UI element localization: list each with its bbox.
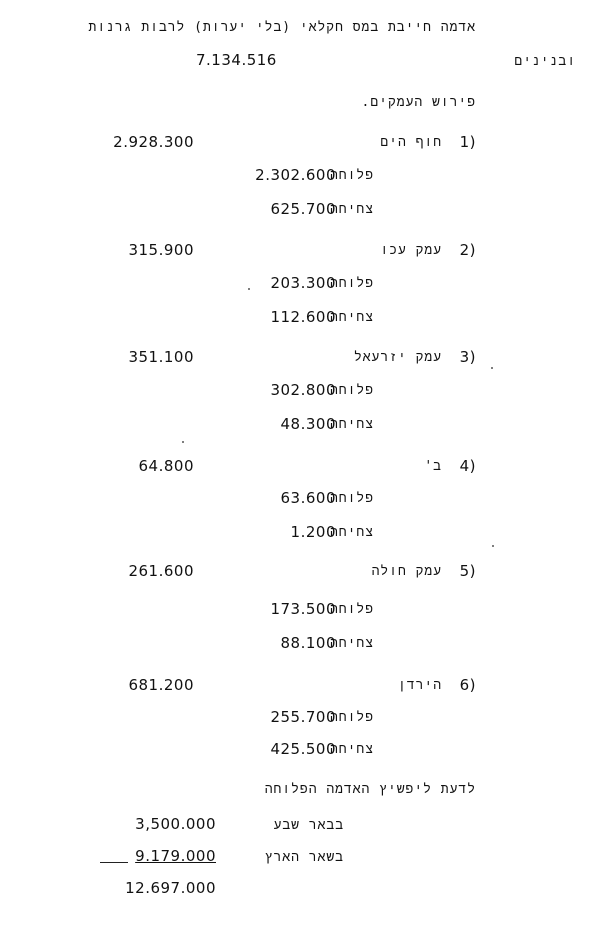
underline-rule bbox=[100, 862, 128, 863]
item-label: פלוחה bbox=[329, 491, 374, 506]
region-total: 2.928.300 bbox=[113, 133, 194, 151]
region-total: 64.800 bbox=[138, 457, 194, 475]
item-value: 112.600 bbox=[270, 308, 336, 326]
item-value: 625.700 bbox=[270, 200, 336, 218]
document-title-line1: אדמה חייבת במס חקלאי (בלי יערות) לרבות גרנות bbox=[88, 20, 476, 35]
region-name: עמק עכו bbox=[380, 243, 442, 258]
item-value: 88.100 bbox=[280, 634, 336, 652]
item-value: 203.300 bbox=[270, 274, 336, 292]
cultivated-row-label: בבאר שבע bbox=[273, 818, 344, 833]
region-total: 681.200 bbox=[128, 676, 194, 694]
region-name: הירדן bbox=[397, 678, 442, 693]
scan-speck bbox=[248, 288, 250, 290]
item-value: 48.300 bbox=[280, 415, 336, 433]
item-label: פלוחה bbox=[329, 276, 374, 291]
cultivated-heading: לדעת ליפשיץ האדמה הפלוחה bbox=[264, 782, 476, 797]
region-number: 3) bbox=[459, 348, 476, 366]
item-label: פלוחה bbox=[329, 168, 374, 183]
region-number: 5) bbox=[459, 562, 476, 580]
scan-speck bbox=[491, 367, 493, 369]
item-value: 2.302.600 bbox=[255, 166, 336, 184]
item-label: צחיחה bbox=[329, 202, 374, 217]
item-value: 425.500 bbox=[270, 740, 336, 758]
region-number: 4) bbox=[459, 457, 476, 475]
region-name: עמק יזרעאל bbox=[353, 350, 442, 365]
region-number: 6) bbox=[459, 676, 476, 694]
cultivated-row-label: בשאר הארץ bbox=[264, 850, 344, 865]
cultivated-row-value: 9.179.000 bbox=[135, 847, 216, 865]
item-value: 255.700 bbox=[270, 708, 336, 726]
item-label: פלוחה bbox=[329, 710, 374, 725]
region-name: חוף הים bbox=[380, 135, 442, 150]
item-label: פלוחה bbox=[329, 602, 374, 617]
region-name: עמק חולה bbox=[371, 564, 442, 579]
cultivated-total: 12.697.000 bbox=[125, 879, 216, 897]
header-total: 7.134.516 bbox=[196, 51, 277, 69]
item-label: פלוחה bbox=[329, 383, 374, 398]
item-value: 1.200 bbox=[290, 523, 336, 541]
item-value: 302.800 bbox=[270, 381, 336, 399]
scan-speck bbox=[492, 545, 494, 547]
item-label: צחיחה bbox=[329, 525, 374, 540]
region-total: 261.600 bbox=[128, 562, 194, 580]
item-value: 63.600 bbox=[280, 489, 336, 507]
document-title-line2: ובנינים bbox=[514, 54, 576, 69]
item-label: צחיחה bbox=[329, 417, 374, 432]
region-number: 1) bbox=[459, 133, 476, 151]
item-label: צחיחה bbox=[329, 742, 374, 757]
item-label: צחיחה bbox=[329, 636, 374, 651]
scan-speck bbox=[182, 441, 184, 443]
region-number: 2) bbox=[459, 241, 476, 259]
breakdown-heading: פירוש העמקים. bbox=[361, 95, 476, 110]
item-label: צחיחה bbox=[329, 310, 374, 325]
region-total: 351.100 bbox=[128, 348, 194, 366]
cultivated-row-value: 3,500.000 bbox=[135, 815, 216, 833]
item-value: 173.500 bbox=[270, 600, 336, 618]
region-total: 315.900 bbox=[128, 241, 194, 259]
region-name: ב' bbox=[424, 459, 442, 474]
